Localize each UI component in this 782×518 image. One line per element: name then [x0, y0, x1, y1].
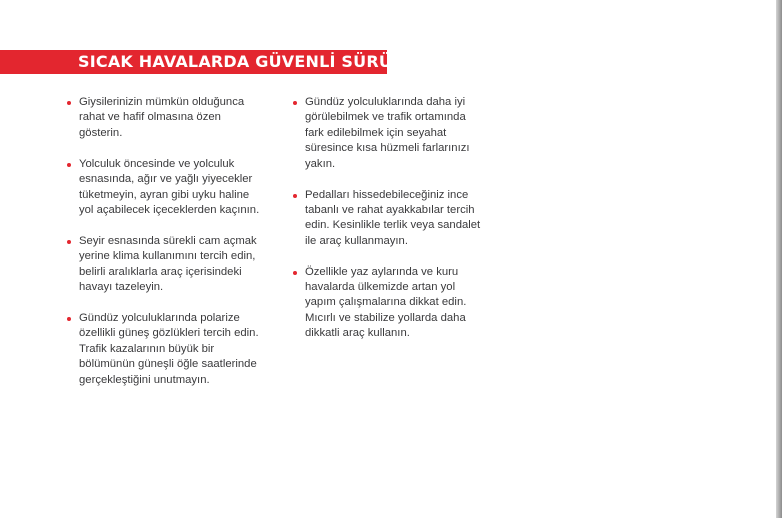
bullet-text: Gündüz yolculuklarında daha iyi görülebilmek ve trafik ortamında fark edilebilmek için seyahat süresince kısa hüzmeli farlarınızı yakın.: [305, 96, 470, 170]
bullet-item: [66, 234, 281, 296]
bullet-item: [66, 157, 281, 219]
right-bullet-list: [292, 95, 502, 357]
bullet-text: Gündüz yolculuklarında polarize özellikli güneş gözlükleri tercih edin. Trafik kazalarının büyük bir bölümünün güneşli öğle saatlerinde gerçekleştiğini unutmayın.: [79, 311, 259, 386]
bullet-item: [66, 95, 281, 141]
bullet-text: Seyir esnasında sürekli cam açmak yerine klima kullanımını tercih edin, belirli aralıklarla araç içerisindeki havayı tazeleyin.: [79, 234, 257, 294]
bullet-text: Özellikle yaz aylarında ve kuru havalarda ülkemizde artan yol yapım çalışmalarına dikkat edin. Mıcırlı ve stabilize yollarda daha dikkatli araç kullanın.: [305, 265, 467, 340]
page-title: SICAK HAVALARDA GÜVENLİ SÜRÜŞ: [78, 52, 404, 71]
title-banner: [0, 50, 404, 74]
bullet-text: Yolculuk öncesinde ve yolculuk esnasında, ağır ve yağlı yiyecekler tüketmeyin, ayran gibi uyku haline yol açabilecek içeceklerden kaçının.: [79, 157, 260, 216]
bullet-text: Giysilerinizin mümkün olduğunca rahat ve hafif olmasına özen gösterin.: [79, 96, 245, 139]
page-edge-shadow: [776, 0, 782, 518]
bullet-item: [292, 95, 502, 172]
left-bullet-list: [66, 95, 281, 404]
bullet-item: [292, 188, 502, 250]
bullet-item: [292, 265, 502, 342]
bullet-item: [66, 311, 281, 388]
bullet-text: Pedalları hissedebileceğiniz ince tabanlı ve rahat ayakkabılar tercih edin. Kesinlikle terlik veya sandalet ile araç kullanmayın.: [305, 188, 481, 247]
